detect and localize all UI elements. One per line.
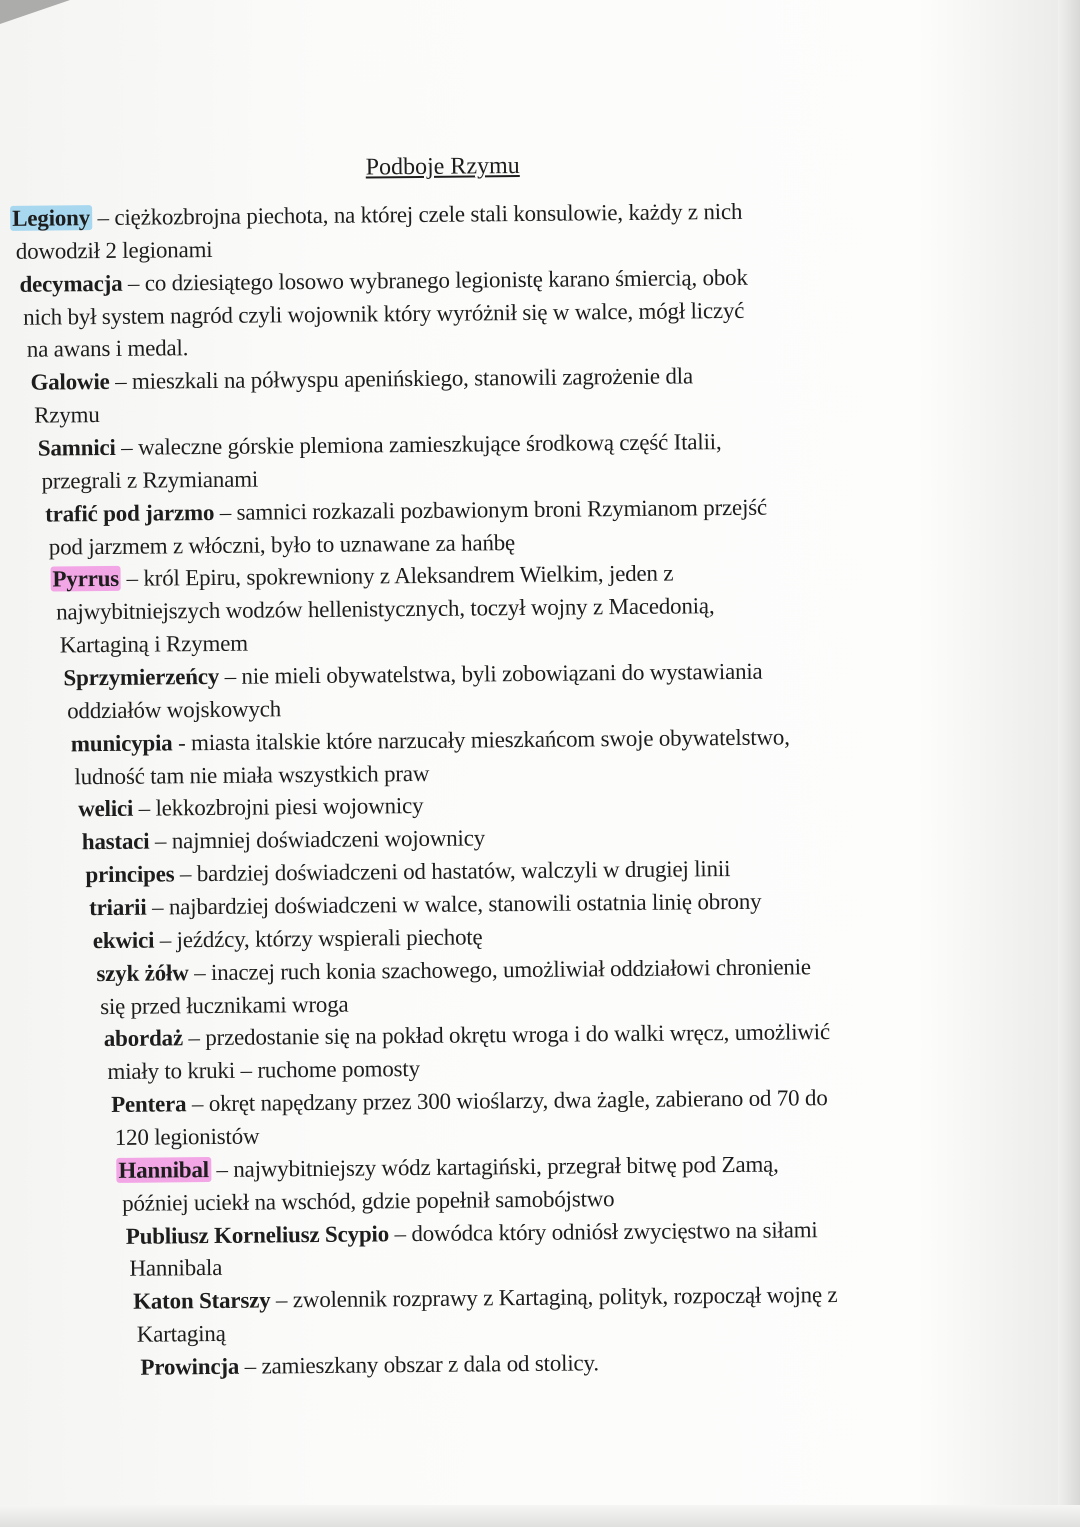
glossary-definition: Kartaginą i Rzymem	[59, 630, 248, 658]
glossary-definition: – waleczne górskie plemiona zamieszkujące środkową część Italii,	[115, 429, 722, 460]
glossary-definition: oddziałów wojskowych	[67, 696, 282, 724]
glossary-entry-line	[85, 856, 730, 888]
glossary-entry-line	[63, 659, 762, 692]
glossary-definition: na awans i medal.	[26, 335, 189, 363]
glossary-definition: pod jarzmem z włóczni, było to uznawane za hańbę	[48, 529, 516, 560]
glossary-definition: – król Epiru, spokrewniony z Aleksandrem Wielkim, jeden z	[120, 560, 674, 592]
glossary-definition: – inaczej ruch konia szachowego, umożliwiał oddziałowi chronienie	[188, 953, 811, 985]
glossary-definition: się przed łucznikami wroga	[100, 991, 349, 1019]
glossary-entry-line	[45, 494, 767, 527]
page-title: Podboje Rzymu	[365, 153, 520, 181]
glossary-definition: 120 legionistów	[114, 1123, 260, 1150]
glossary-term: abordaż	[103, 1025, 184, 1052]
glossary-entry-line	[52, 561, 673, 593]
glossary-entry-line	[12, 199, 742, 232]
glossary-term: Pentera	[111, 1091, 187, 1118]
glossary-term: triarii	[89, 894, 147, 921]
glossary-term: Sprzymierzeńcy	[63, 663, 220, 691]
glossary-definition: przegrali z Rzymianami	[41, 466, 259, 494]
glossary-term: Publiusz Korneliusz Scypio	[125, 1220, 390, 1249]
glossary-entry-line	[140, 1350, 599, 1380]
glossary-definition: ludność tam nie miała wszystkich praw	[74, 760, 430, 789]
glossary-definition: – co dziesiątego losowo wybranego legionistę karano śmiercią, obok	[122, 264, 748, 296]
glossary-definition: dowodził 2 legionami	[15, 236, 213, 264]
glossary-definition: – zamieszkany obszar z dala od stolicy.	[239, 1350, 599, 1379]
glossary-entry-line	[78, 793, 423, 822]
glossary-entry-line	[133, 1282, 838, 1315]
glossary-definition: Kartaginą	[136, 1321, 226, 1347]
glossary-definition: – ciężkozbrojna piechota, na której czele stali konsulowie, każdy z nich	[91, 198, 743, 231]
glossary-definition: – najwybitniejszy wódz kartagiński, przegrał bitwę pod Zamą,	[210, 1151, 779, 1182]
glossary-continuation-line	[34, 402, 100, 429]
glossary-continuation-line	[16, 237, 213, 265]
glossary-continuation-line	[100, 991, 349, 1019]
glossary-entry-line	[93, 924, 483, 954]
glossary-term: Katon Starszy	[133, 1287, 271, 1315]
glossary-continuation-line	[115, 1124, 260, 1151]
glossary-continuation-line	[107, 1056, 420, 1085]
glossary-definition: – nie mieli obywatelstwa, byli zobowiązani do wystawiania	[218, 658, 763, 689]
glossary-term: principes	[85, 861, 175, 888]
glossary-term: Prowincja	[140, 1353, 240, 1380]
glossary-entry-line	[82, 826, 485, 856]
glossary-continuation-line	[67, 696, 281, 724]
glossary-definition: - miasta italskie które narzucały mieszkańcom swoje obywatelstwo,	[172, 724, 790, 756]
glossary-term: municypia	[70, 730, 173, 757]
glossary-term: Pyrrus	[52, 566, 120, 592]
glossary-definition: – mieszkali na półwyspu apenińskiego, stanowili zagrożenie dla	[109, 363, 694, 395]
glossary-definition: – jeźdźcy, którzy wspierali piechotę	[154, 924, 483, 953]
glossary-entry-line	[30, 364, 693, 396]
glossary-definition: – bardziej doświadczeni od hastatów, walczyli w drugiej linii	[174, 856, 731, 887]
glossary-term: decymacja	[19, 270, 123, 297]
glossary-definition: Rzymu	[34, 402, 100, 428]
glossary-term: szyk żółw	[96, 959, 189, 986]
glossary-entry-line	[19, 265, 747, 298]
glossary-entry-line	[118, 1151, 778, 1183]
glossary-continuation-line	[137, 1321, 226, 1348]
glossary-term: hastaci	[81, 828, 150, 855]
glossary-continuation-line	[60, 631, 248, 659]
glossary-definition: – lekkozbrojni piesi wojownicy	[133, 793, 424, 822]
glossary-definition: – samnici rozkazali pozbawionym broni Rzymianom przejść	[214, 494, 768, 525]
glossary-definition: miały to kruki – ruchome pomosty	[107, 1056, 420, 1085]
glossary-definition: później uciekł na wschód, gdzie popełnił samobójstwo	[122, 1185, 615, 1216]
glossary-continuation-line	[41, 466, 258, 494]
glossary-definition: – okręt napędzany przez 300 wioślarzy, dwa żagle, zabierano od 70 do	[186, 1085, 828, 1117]
glossary-definition: najwybitniejszych wodzów hellenistycznych, toczył wojny z Macedonią,	[56, 593, 715, 625]
glossary-term: Hannibal	[118, 1156, 210, 1183]
glossary-term: ekwici	[92, 927, 155, 953]
glossary-definition: nich był system nagród czyli wojownik który wyróżnił się w walce, mógł liczyć	[23, 297, 745, 330]
glossary-definition: – najmniej doświadczeni wojownicy	[149, 825, 486, 854]
glossary-continuation-line	[27, 336, 189, 364]
glossary-continuation-line	[56, 593, 715, 625]
glossary-entry-line	[71, 724, 790, 757]
glossary-definition: – dowódca który odniósł zwycięstwo na siłami	[388, 1216, 818, 1246]
glossary-definition: – zwolennik rozprawy z Kartaginą, polityk, rozpoczął wojnę z	[270, 1282, 838, 1313]
glossary-entry-line	[38, 429, 722, 462]
glossary-term: Galowie	[30, 369, 110, 395]
glossary-continuation-line	[122, 1186, 615, 1217]
glossary-entry-line	[126, 1217, 818, 1250]
glossary-term: welici	[78, 796, 134, 822]
glossary-term: trafić pod jarzmo	[45, 499, 215, 527]
glossary-entry-line	[111, 1085, 828, 1118]
glossary-continuation-line	[23, 297, 744, 330]
glossary-definition: – przedostanie się na pokład okrętu wroga i do walki wręcz, umożliwić	[182, 1019, 831, 1051]
glossary-entry-line	[89, 889, 761, 921]
glossary-definition: – najbardziej doświadczeni w walce, stanowili ostatnia linię obrony	[146, 888, 762, 920]
glossary-term: Legiony	[12, 205, 91, 231]
glossary-continuation-line	[129, 1255, 222, 1282]
glossary-definition: Hannibala	[129, 1255, 223, 1282]
glossary-term: Samnici	[37, 434, 116, 461]
glossary-entry-line	[104, 1019, 830, 1052]
glossary-continuation-line	[74, 760, 429, 789]
glossary-entry-line	[96, 954, 811, 987]
glossary-continuation-line	[49, 530, 515, 560]
